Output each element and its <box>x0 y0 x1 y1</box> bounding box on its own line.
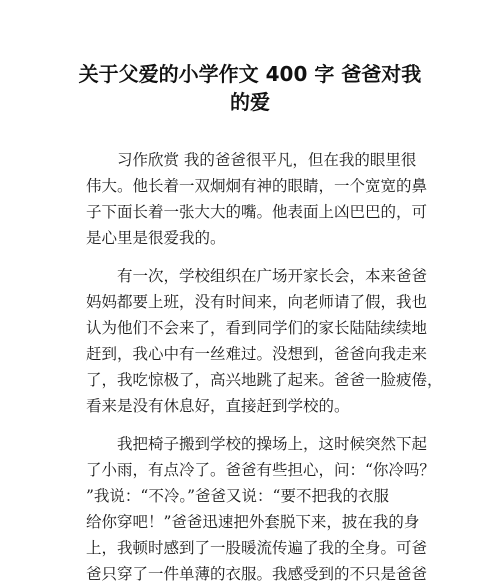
paragraph-line: 了，我吃惊极了，高兴地跳了起来。爸爸一脸疲倦， <box>86 371 443 389</box>
paragraph-line: 我把椅子搬到学校的操场上，这时候突然下起 <box>117 435 428 453</box>
paragraph-line: 了小雨，有点冷了。爸爸有些担心，问：“你冷吗？ <box>86 461 435 479</box>
paragraph-line: 子下面长着一张大大的嘴。他表面上凶巴巴的，可 <box>86 203 428 221</box>
paragraph-line: 上，我顿时感到了一股暖流传遍了我的全身。可爸 <box>86 539 428 557</box>
paragraph-line: 是心里是很爱我的。 <box>86 229 226 247</box>
paragraph-line: 认为他们不会来了，看到同学们的家长陆陆续续地 <box>86 319 428 337</box>
paragraph-1 <box>86 147 432 251</box>
paragraph-line: 习作欣赏 我的爸爸很平凡，但在我的眼里很 <box>117 151 417 169</box>
paragraph-line: 有一次，学校组织在广场开家长会，本来爸爸 <box>117 267 428 285</box>
paragraph-line: 爸只穿了一件单薄的衣服。我感受到的不只是爸爸 <box>86 565 428 583</box>
paragraph-line: 给你穿吧！”爸爸迅速把外套脱下来，披在我的身 <box>86 513 420 531</box>
paragraph-3 <box>86 431 435 587</box>
title-line-1: 关于父爱的小学作文 400 字 爸爸对我 <box>78 62 422 86</box>
paragraph-line: 看来是没有休息好，直接赶到学校的。 <box>86 397 350 415</box>
paragraph-line: 赶到，我心中有一丝难过。没想到，爸爸向我走来 <box>86 345 428 363</box>
paragraph-line: 伟大。他长着一双炯炯有神的眼睛，一个宽宽的鼻 <box>86 177 428 195</box>
document-title <box>70 60 430 116</box>
title-line-2: 的爱 <box>230 90 270 114</box>
paragraph-gap <box>86 419 432 431</box>
paragraph-line: 妈妈都要上班，没有时间来，向老师请了假，我也 <box>86 293 428 311</box>
document-body <box>86 147 443 587</box>
paragraph-gap <box>86 251 432 263</box>
paragraph-2 <box>86 263 443 419</box>
paragraph-line: ”我说：“不冷。”爸爸又说：“要不把我的衣服 <box>86 487 389 505</box>
